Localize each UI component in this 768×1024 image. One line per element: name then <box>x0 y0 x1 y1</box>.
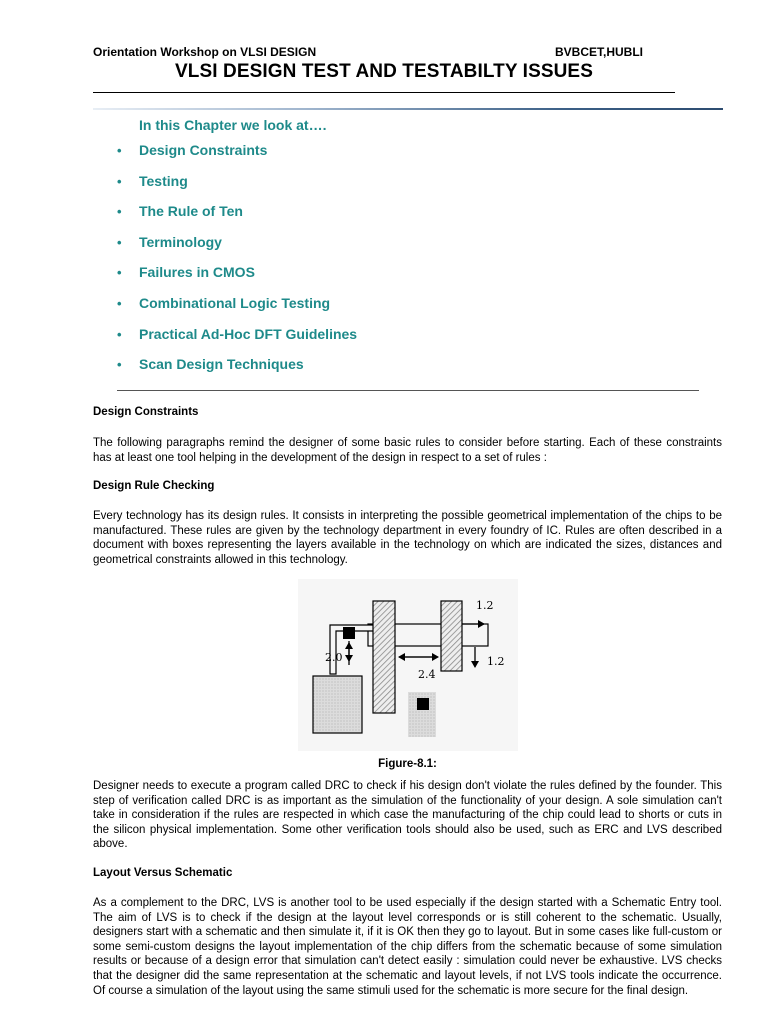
header-divider <box>93 92 675 93</box>
dimension-label: 1.2 <box>487 655 505 668</box>
figure-caption: Figure-8.1: <box>378 758 437 770</box>
bullet-icon: • <box>117 204 122 220</box>
bullet-icon: • <box>117 143 122 158</box>
section-heading-lvs: Layout Versus Schematic <box>93 867 233 879</box>
section-heading-design-constraints: Design Constraints <box>93 406 199 418</box>
header-left-text: Orientation Workshop on VLSI DESIGN <box>93 45 317 59</box>
topic-label: Practical Ad-Hoc DFT Guidelines <box>139 325 358 342</box>
topic-label: Scan Design Techniques <box>139 356 304 373</box>
section-divider <box>117 390 699 391</box>
lvs-paragraph: As a complement to the DRC, LVS is another tool to be used especially if the design started with a Schematic Entry tool. The aim of LVS is to check if the design at the layout level corresponds or is still coherent to the schematic. Usually, designers start with a schematic and then simulate it, if it is OK then they go to layout. But in some cases like full-custom or some semi-custom designs the layout implementation of the chip differs from the schematic because of some simulation results or because of a design error that simulation can't detect easily : simulation could never be exhaustive. LVS checks that the designer did the same representation at the schematic and layout levels, if not LVS tools indicate the occurrence. Of course a simulation of the layout using the same stimuli used for the schematic is more secure for the final design. <box>93 897 722 997</box>
poly-tall <box>373 601 395 713</box>
diffusion-box-large <box>313 676 362 733</box>
poly-short <box>441 601 462 671</box>
bullet-icon: • <box>117 357 122 373</box>
gradient-divider <box>93 108 723 110</box>
dimension-label: 2.4 <box>418 668 436 681</box>
design-rule-diagram <box>298 579 518 751</box>
contact-square <box>417 698 429 710</box>
topic-label: Combinational Logic Testing <box>139 294 331 311</box>
topic-label: Testing <box>139 172 188 189</box>
header-right-text: BVBCET,HUBLI <box>555 45 644 59</box>
bullet-icon: • <box>117 265 122 281</box>
topic-label: The Rule of Ten <box>139 203 243 220</box>
topic-label: Design Constraints <box>139 142 268 158</box>
topic-label: Terminology <box>139 233 222 250</box>
bullet-icon: • <box>117 295 122 311</box>
bullet-icon: • <box>117 234 122 250</box>
figure-8-1 <box>298 579 518 751</box>
bullet-icon: • <box>117 326 122 342</box>
drc-explanation-paragraph: Designer needs to execute a program called DRC to check if his design don't violate the rules defined by the founder. This step of verification called DRC is as important as the simulation of the functionality of your design. A sole simulation can't take in consideration if the rules are respected in which case the manufacturing of the chip could lead to shorts or cuts in the silicon physical implementation. Some other verification tools should also be used, such as ERC and LVS described above. <box>93 780 722 851</box>
bullet-icon: • <box>117 173 122 189</box>
topic-label: Failures in CMOS <box>139 264 255 281</box>
dimension-label: 2.0 <box>325 651 343 664</box>
drc-paragraph: Every technology has its design rules. It consists in interpreting the possible geometrical implementation of the chips to be manufactured. These rules are given by the technology department in every foundry of IC. Rules are often described in a document with boxes representing the layers available in the technology on which are indicated the sizes, distances and geometrical constraints allowed in this technology. <box>93 510 722 566</box>
dimension-label: 1.2 <box>476 599 494 612</box>
chapter-intro: In this Chapter we look at…. <box>139 117 327 133</box>
section-heading-drc: Design Rule Checking <box>93 480 215 492</box>
design-constraints-paragraph: The following paragraphs remind the designer of some basic rules to consider before starting. Each of these constraints has at least one tool helping in the development of the design in respect to a set of rules : <box>93 437 722 464</box>
contact-square <box>343 627 355 639</box>
page-title: VLSI DESIGN TEST AND TESTABILTY ISSUES <box>175 61 593 82</box>
